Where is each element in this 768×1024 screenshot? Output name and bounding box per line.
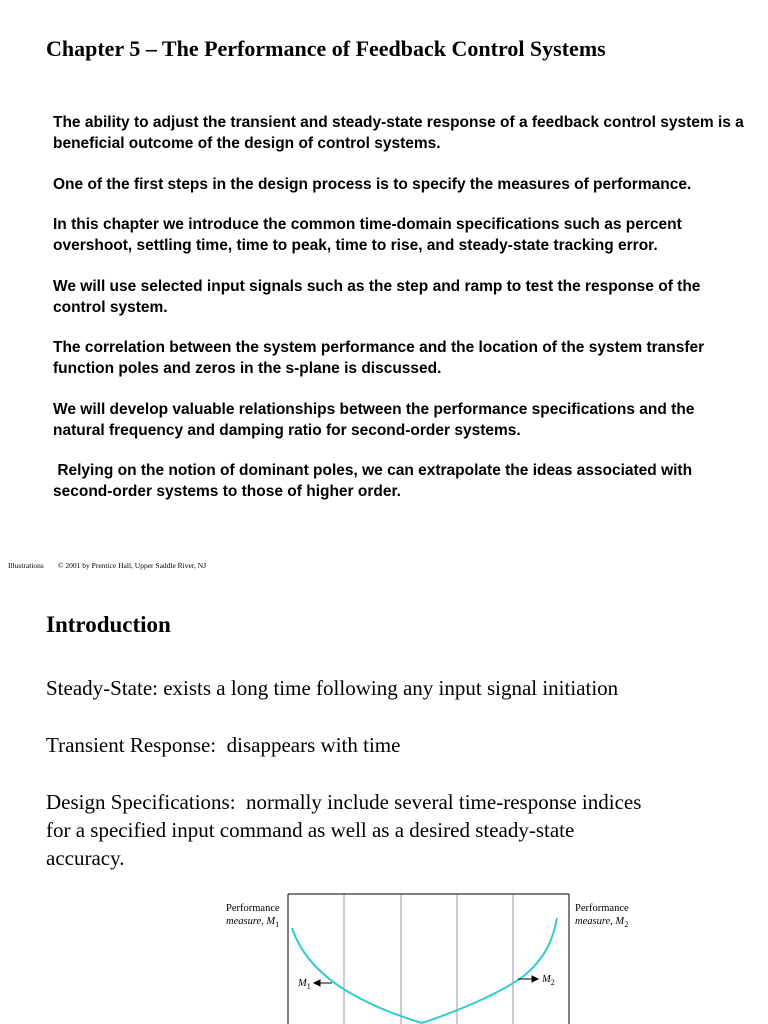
figure-frame	[288, 894, 569, 1024]
design-line-3: accuracy.	[46, 846, 125, 870]
m1-arrow	[314, 980, 332, 986]
paragraph: We will use selected input signals such as the step and ramp to test the response of the control system.	[53, 277, 701, 316]
m2-label: $M_2$	[542, 974, 555, 988]
m2-curve	[422, 918, 557, 1023]
footer-copyright: © 2001 by Prentice Hall, Upper Saddle River, NJ	[57, 561, 207, 570]
paragraph: We will develop valuable relationships between the performance specifications and the natural frequency and damping ratio for second-order systems.	[53, 400, 695, 439]
m1-curve	[292, 928, 422, 1023]
m1-label: $M_1$	[298, 978, 311, 992]
page-title: Chapter 5 – The Performance of Feedback Control Systems	[46, 36, 606, 61]
design-line-2: for a specified input command as well as a desired steady-state	[46, 818, 575, 842]
transient-line: Transient Response: disappears with time	[46, 733, 401, 757]
left-axis-label: Performance measure, $M_1$	[226, 903, 280, 930]
paragraph: Relying on the notion of dominant poles, we can extrapolate the ideas associated with second-order systems to those of higher order.	[53, 462, 697, 500]
design-line-1: Design Specifications: normally include several time-response indices	[46, 790, 642, 814]
footer-label: Illustrations	[8, 561, 44, 570]
paragraph: The ability to adjust the transient and steady-state response of a feedback control system is a beneficial outcome of the design of control systems.	[53, 114, 744, 152]
paragraph: One of the first steps in the design process is to specify the measures of performance.	[53, 175, 692, 193]
steady-state-line: Steady-State: exists a long time following any input signal initiation	[46, 676, 619, 700]
paragraph: The correlation between the system performance and the location of the system transfer function poles and zeros in the s-plane is discussed.	[53, 339, 705, 377]
right-axis-label: Performance measure, $M_2$	[575, 903, 629, 930]
paragraph: In this chapter we introduce the common time-domain specifications such as percent overshoot, settling time, time to peak, time to rise, and steady-state tracking error.	[53, 216, 682, 254]
section-heading: Introduction	[46, 612, 171, 637]
